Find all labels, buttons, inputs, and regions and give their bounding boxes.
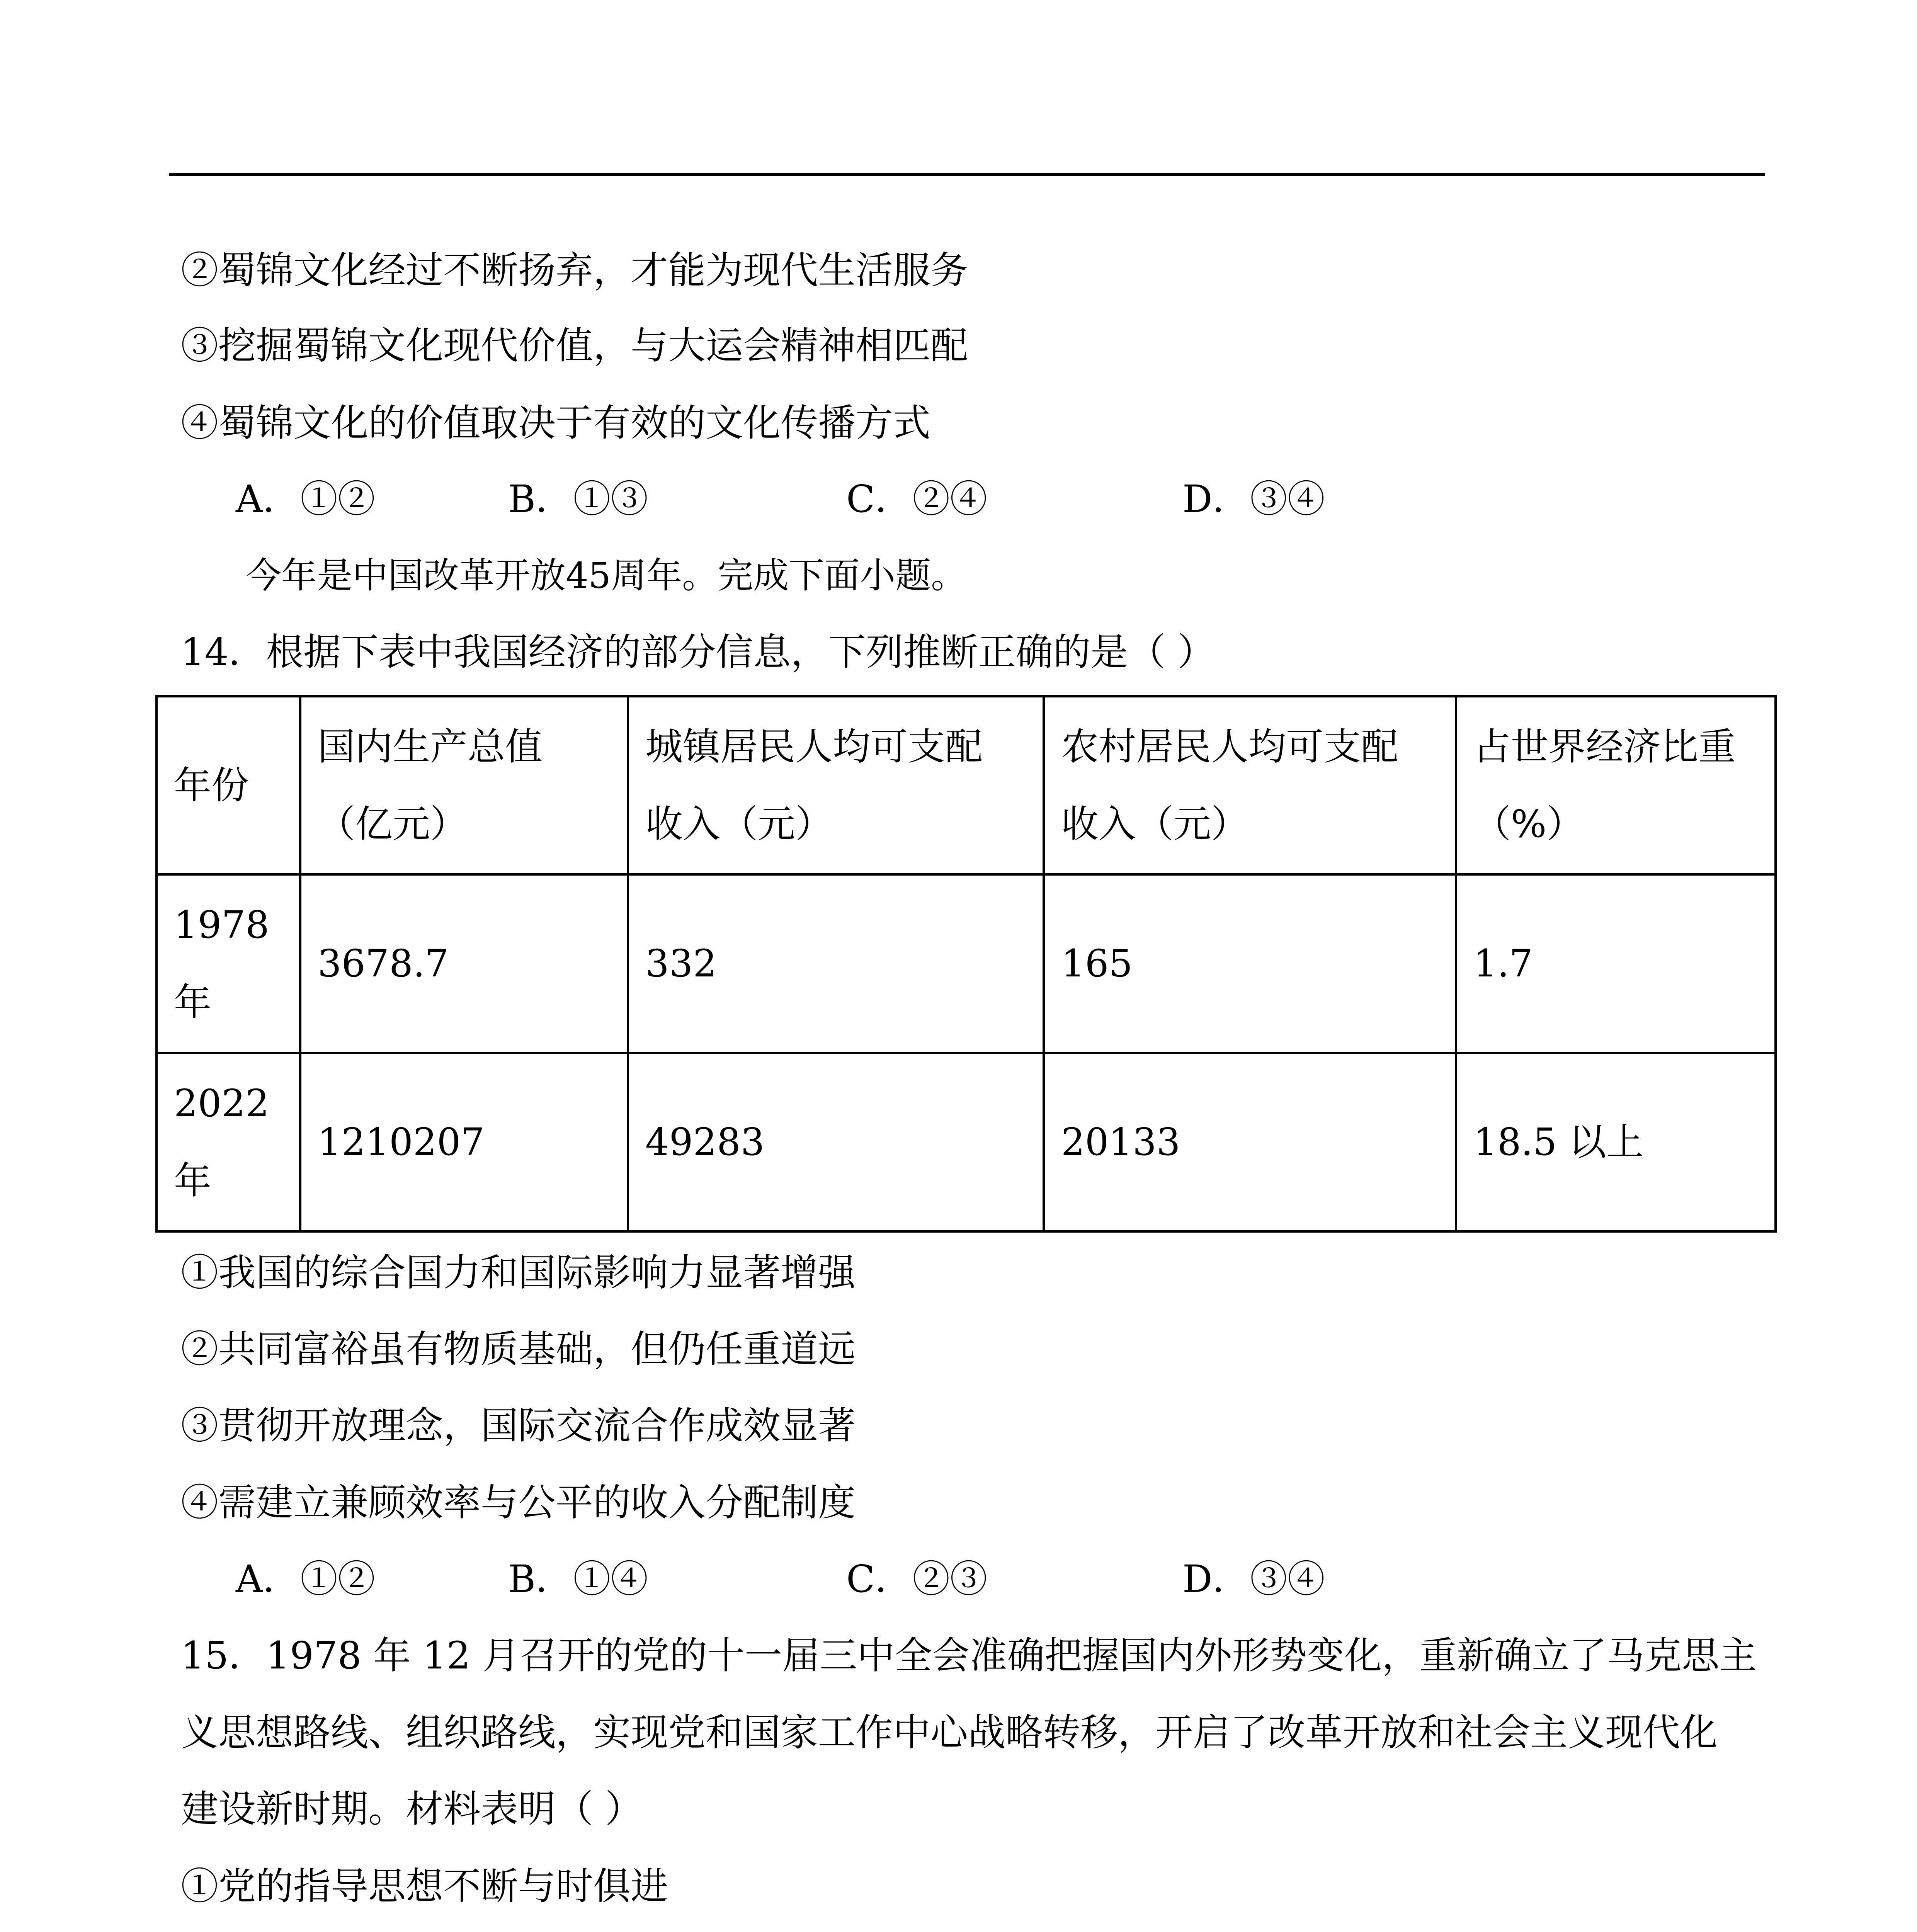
q14-statement-3: ③贯彻开放理念，国际交流合作成效显著 (181, 1404, 856, 1447)
cell-year: 1978 年 (156, 874, 300, 1053)
cell-gdp: 3678.7 (300, 874, 628, 1053)
q13-statement-2: ②蜀锦文化经过不断扬弃，才能为现代生活服务 (181, 248, 968, 292)
q14-statement-4: ④需建立兼顾效率与公平的收入分配制度 (181, 1481, 856, 1524)
cell-world-share: 18.5 以上 (1456, 1053, 1776, 1231)
cell-year: 2022 年 (156, 1053, 300, 1231)
table-row (156, 874, 1776, 1053)
cell-urban-income: 49283 (628, 1053, 1044, 1231)
table-row (156, 1053, 1776, 1231)
cell-rural-income: 165 (1044, 874, 1456, 1053)
section-intro: 今年是中国改革开放45周年。完成下面小题。 (246, 555, 967, 596)
q14-question: 14．根据下表中我国经济的部分信息，下列推断正确的是（ ） (181, 630, 1215, 674)
q13-statement-4: ④蜀锦文化的价值取决于有效的文化传播方式 (181, 401, 930, 445)
q13-option-b: B．①③ (508, 477, 648, 521)
header-world-share: 占世界经济比重 （%） (1456, 696, 1776, 874)
q13-option-d: D．③④ (1182, 477, 1325, 521)
cell-world-share: 1.7 (1456, 874, 1776, 1053)
economy-table (155, 695, 1777, 1233)
q13-statement-3: ③挖掘蜀锦文化现代价值，与大运会精神相匹配 (181, 324, 968, 367)
q14-option-b: B．①④ (508, 1557, 648, 1601)
header-year: 年份 (156, 696, 300, 874)
header-rural-income: 农村居民人均可支配 收入（元） (1044, 696, 1456, 874)
q15-line-3: 建设新时期。材料表明（ ） (181, 1787, 643, 1831)
q15-statement-1: ①党的指导思想不断与时俱进 (181, 1864, 668, 1908)
q14-statement-2: ②共同富裕虽有物质基础，但仍任重道远 (181, 1327, 856, 1371)
q14-option-c: C．②③ (846, 1557, 988, 1601)
q13-option-c: C．②④ (846, 477, 988, 521)
header-gdp: 国内生产总值 （亿元） (300, 696, 628, 874)
cell-rural-income: 20133 (1044, 1053, 1456, 1231)
q14-option-a: A．①② (236, 1557, 376, 1601)
q14-option-d: D．③④ (1182, 1557, 1325, 1601)
table-header-row (156, 696, 1776, 874)
q14-statement-1: ①我国的综合国力和国际影响力显著增强 (181, 1251, 856, 1294)
header-urban-income: 城镇居民人均可支配 收入（元） (628, 696, 1044, 874)
header-rule (169, 173, 1765, 176)
cell-urban-income: 332 (628, 874, 1044, 1053)
q15-line-1: 15．1978 年 12 月召开的党的十一届三中全会准确把握国内外形势变化，重新确立了马克思主 (181, 1634, 1757, 1677)
q13-option-a: A．①② (236, 477, 376, 521)
cell-gdp: 1210207 (300, 1053, 628, 1231)
q15-line-2: 义思想路线、组织路线，实现党和国家工作中心战略转移，开启了改革开放和社会主义现代化 (181, 1711, 1718, 1754)
